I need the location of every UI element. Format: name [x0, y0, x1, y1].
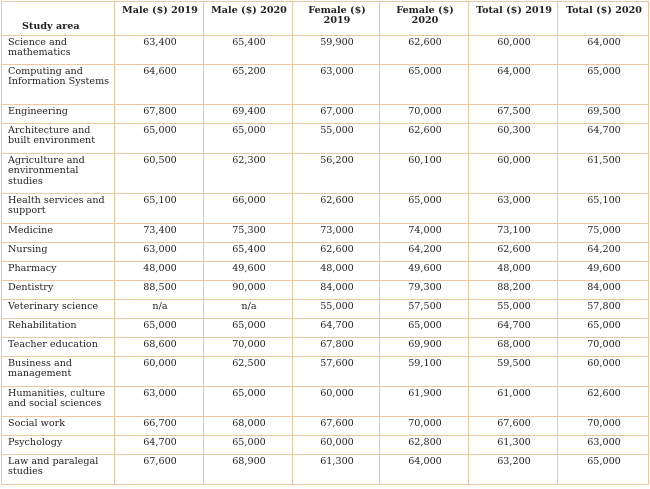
total-2019-cell: 63,200 [469, 455, 558, 485]
area-cell: Rehabilitation [2, 319, 115, 338]
total-2019-cell: 67,600 [469, 417, 558, 436]
female-2020-cell: 59,100 [380, 357, 469, 387]
total-2020-cell: 84,000 [558, 281, 649, 300]
table-row [2, 357, 649, 387]
table-row [2, 224, 649, 243]
table-row [2, 319, 649, 338]
total-2019-cell: 60,000 [469, 154, 558, 194]
female-2019-cell: 63,000 [293, 65, 380, 105]
total-2020-cell: 69,500 [558, 105, 649, 124]
table-row [2, 243, 649, 262]
male-2020-cell: 90,000 [204, 281, 293, 300]
total-2019-cell: 73,100 [469, 224, 558, 243]
female-2020-cell: 69,900 [380, 338, 469, 357]
header-total-2019: Total ($) 2019 [469, 2, 558, 36]
table-row [2, 154, 649, 194]
total-2020-cell: 75,000 [558, 224, 649, 243]
table-row [2, 455, 649, 485]
table-row [2, 281, 649, 300]
female-2019-cell: 55,000 [293, 124, 380, 154]
total-2020-cell: 65,000 [558, 319, 649, 338]
male-2020-cell: 65,000 [204, 436, 293, 455]
female-2019-cell: 67,000 [293, 105, 380, 124]
table-row [2, 436, 649, 455]
total-2019-cell: 67,500 [469, 105, 558, 124]
total-2019-cell: 59,500 [469, 357, 558, 387]
female-2019-cell: 67,800 [293, 338, 380, 357]
female-2020-cell: 70,000 [380, 417, 469, 436]
male-2019-cell: 65,100 [115, 194, 204, 224]
header-total-2020: Total ($) 2020 [558, 2, 649, 36]
female-2019-cell: 84,000 [293, 281, 380, 300]
total-2020-cell: 64,700 [558, 124, 649, 154]
area-cell: Health services and support [2, 194, 115, 224]
area-cell: Veterinary science [2, 300, 115, 319]
table-row [2, 36, 649, 65]
female-2019-cell: 57,600 [293, 357, 380, 387]
total-2020-cell: 65,000 [558, 65, 649, 105]
male-2020-cell: 65,000 [204, 387, 293, 417]
area-cell: Humanities, culture and social sciences [2, 387, 115, 417]
header-male-2020: Male ($) 2020 [204, 2, 293, 36]
male-2020-cell: 66,000 [204, 194, 293, 224]
male-2019-cell: 66,700 [115, 417, 204, 436]
male-2020-cell: 69,400 [204, 105, 293, 124]
male-2019-cell: 64,700 [115, 436, 204, 455]
total-2020-cell: 64,200 [558, 243, 649, 262]
female-2019-cell: 62,600 [293, 243, 380, 262]
female-2020-cell: 65,000 [380, 65, 469, 105]
male-2020-cell: 68,900 [204, 455, 293, 485]
area-cell: Architecture and built environment [2, 124, 115, 154]
male-2019-cell: 60,500 [115, 154, 204, 194]
total-2020-cell: 57,800 [558, 300, 649, 319]
female-2019-cell: 55,000 [293, 300, 380, 319]
area-cell: Medicine [2, 224, 115, 243]
female-2020-cell: 65,000 [380, 319, 469, 338]
total-2019-cell: 60,300 [469, 124, 558, 154]
female-2020-cell: 57,500 [380, 300, 469, 319]
male-2019-cell: 63,000 [115, 387, 204, 417]
area-cell: Science and mathematics [2, 36, 115, 65]
total-2020-cell: 63,000 [558, 436, 649, 455]
area-cell: Nursing [2, 243, 115, 262]
female-2019-cell: 60,000 [293, 387, 380, 417]
table-row [2, 417, 649, 436]
header-male-2019: Male ($) 2019 [115, 2, 204, 36]
total-2020-cell: 70,000 [558, 338, 649, 357]
female-2020-cell: 70,000 [380, 105, 469, 124]
male-2019-cell: 65,000 [115, 319, 204, 338]
female-2019-cell: 73,000 [293, 224, 380, 243]
total-2020-cell: 61,500 [558, 154, 649, 194]
total-2019-cell: 55,000 [469, 300, 558, 319]
total-2020-cell: 65,100 [558, 194, 649, 224]
male-2020-cell: 62,500 [204, 357, 293, 387]
total-2020-cell: 64,000 [558, 36, 649, 65]
total-2020-cell: 70,000 [558, 417, 649, 436]
female-2020-cell: 74,000 [380, 224, 469, 243]
female-2020-cell: 49,600 [380, 262, 469, 281]
header-row [2, 2, 649, 36]
female-2020-cell: 64,000 [380, 455, 469, 485]
total-2020-cell: 65,000 [558, 455, 649, 485]
total-2019-cell: 60,000 [469, 36, 558, 65]
total-2019-cell: 64,700 [469, 319, 558, 338]
female-2020-cell: 79,300 [380, 281, 469, 300]
total-2019-cell: 64,000 [469, 65, 558, 105]
header-study-area: Study area [2, 2, 115, 36]
area-cell: Pharmacy [2, 262, 115, 281]
table-row [2, 300, 649, 319]
male-2019-cell: 48,000 [115, 262, 204, 281]
total-2019-cell: 48,000 [469, 262, 558, 281]
area-cell: Law and paralegal studies [2, 455, 115, 485]
female-2019-cell: 62,600 [293, 194, 380, 224]
female-2020-cell: 64,200 [380, 243, 469, 262]
table-row [2, 387, 649, 417]
total-2019-cell: 61,300 [469, 436, 558, 455]
total-2020-cell: 60,000 [558, 357, 649, 387]
male-2019-cell: 63,000 [115, 243, 204, 262]
header-female-2020: Female ($) 2020 [380, 2, 469, 36]
female-2019-cell: 61,300 [293, 455, 380, 485]
total-2019-cell: 61,000 [469, 387, 558, 417]
female-2019-cell: 59,900 [293, 36, 380, 65]
header-female-2019: Female ($) 2019 [293, 2, 380, 36]
area-cell: Teacher education [2, 338, 115, 357]
female-2020-cell: 62,600 [380, 124, 469, 154]
table-row [2, 124, 649, 154]
female-2020-cell: 65,000 [380, 194, 469, 224]
table-row [2, 65, 649, 105]
female-2019-cell: 56,200 [293, 154, 380, 194]
total-2019-cell: 62,600 [469, 243, 558, 262]
salary-table [1, 1, 649, 485]
area-cell: Engineering [2, 105, 115, 124]
female-2020-cell: 62,800 [380, 436, 469, 455]
male-2020-cell: 65,400 [204, 36, 293, 65]
female-2019-cell: 64,700 [293, 319, 380, 338]
male-2020-cell: 70,000 [204, 338, 293, 357]
female-2019-cell: 67,600 [293, 417, 380, 436]
table-row [2, 105, 649, 124]
male-2019-cell: 67,800 [115, 105, 204, 124]
area-cell: Dentistry [2, 281, 115, 300]
male-2020-cell: 65,400 [204, 243, 293, 262]
male-2019-cell: 60,000 [115, 357, 204, 387]
male-2019-cell: 65,000 [115, 124, 204, 154]
female-2019-cell: 60,000 [293, 436, 380, 455]
table-row [2, 338, 649, 357]
male-2019-cell: 67,600 [115, 455, 204, 485]
male-2020-cell: 65,000 [204, 124, 293, 154]
table-row [2, 262, 649, 281]
male-2020-cell: 65,000 [204, 319, 293, 338]
male-2020-cell: 75,300 [204, 224, 293, 243]
male-2019-cell: 88,500 [115, 281, 204, 300]
male-2019-cell: 63,400 [115, 36, 204, 65]
male-2019-cell: n/a [115, 300, 204, 319]
area-cell: Business and management [2, 357, 115, 387]
male-2019-cell: 73,400 [115, 224, 204, 243]
male-2020-cell: 65,200 [204, 65, 293, 105]
area-cell: Agriculture and environmental studies [2, 154, 115, 194]
total-2019-cell: 63,000 [469, 194, 558, 224]
total-2020-cell: 49,600 [558, 262, 649, 281]
female-2020-cell: 61,900 [380, 387, 469, 417]
male-2019-cell: 64,600 [115, 65, 204, 105]
male-2019-cell: 68,600 [115, 338, 204, 357]
male-2020-cell: 49,600 [204, 262, 293, 281]
total-2020-cell: 62,600 [558, 387, 649, 417]
female-2020-cell: 62,600 [380, 36, 469, 65]
table-row [2, 194, 649, 224]
total-2019-cell: 68,000 [469, 338, 558, 357]
area-cell: Social work [2, 417, 115, 436]
male-2020-cell: 68,000 [204, 417, 293, 436]
area-cell: Psychology [2, 436, 115, 455]
female-2019-cell: 48,000 [293, 262, 380, 281]
male-2020-cell: n/a [204, 300, 293, 319]
female-2020-cell: 60,100 [380, 154, 469, 194]
male-2020-cell: 62,300 [204, 154, 293, 194]
total-2019-cell: 88,200 [469, 281, 558, 300]
area-cell: Computing and Information Systems [2, 65, 115, 105]
